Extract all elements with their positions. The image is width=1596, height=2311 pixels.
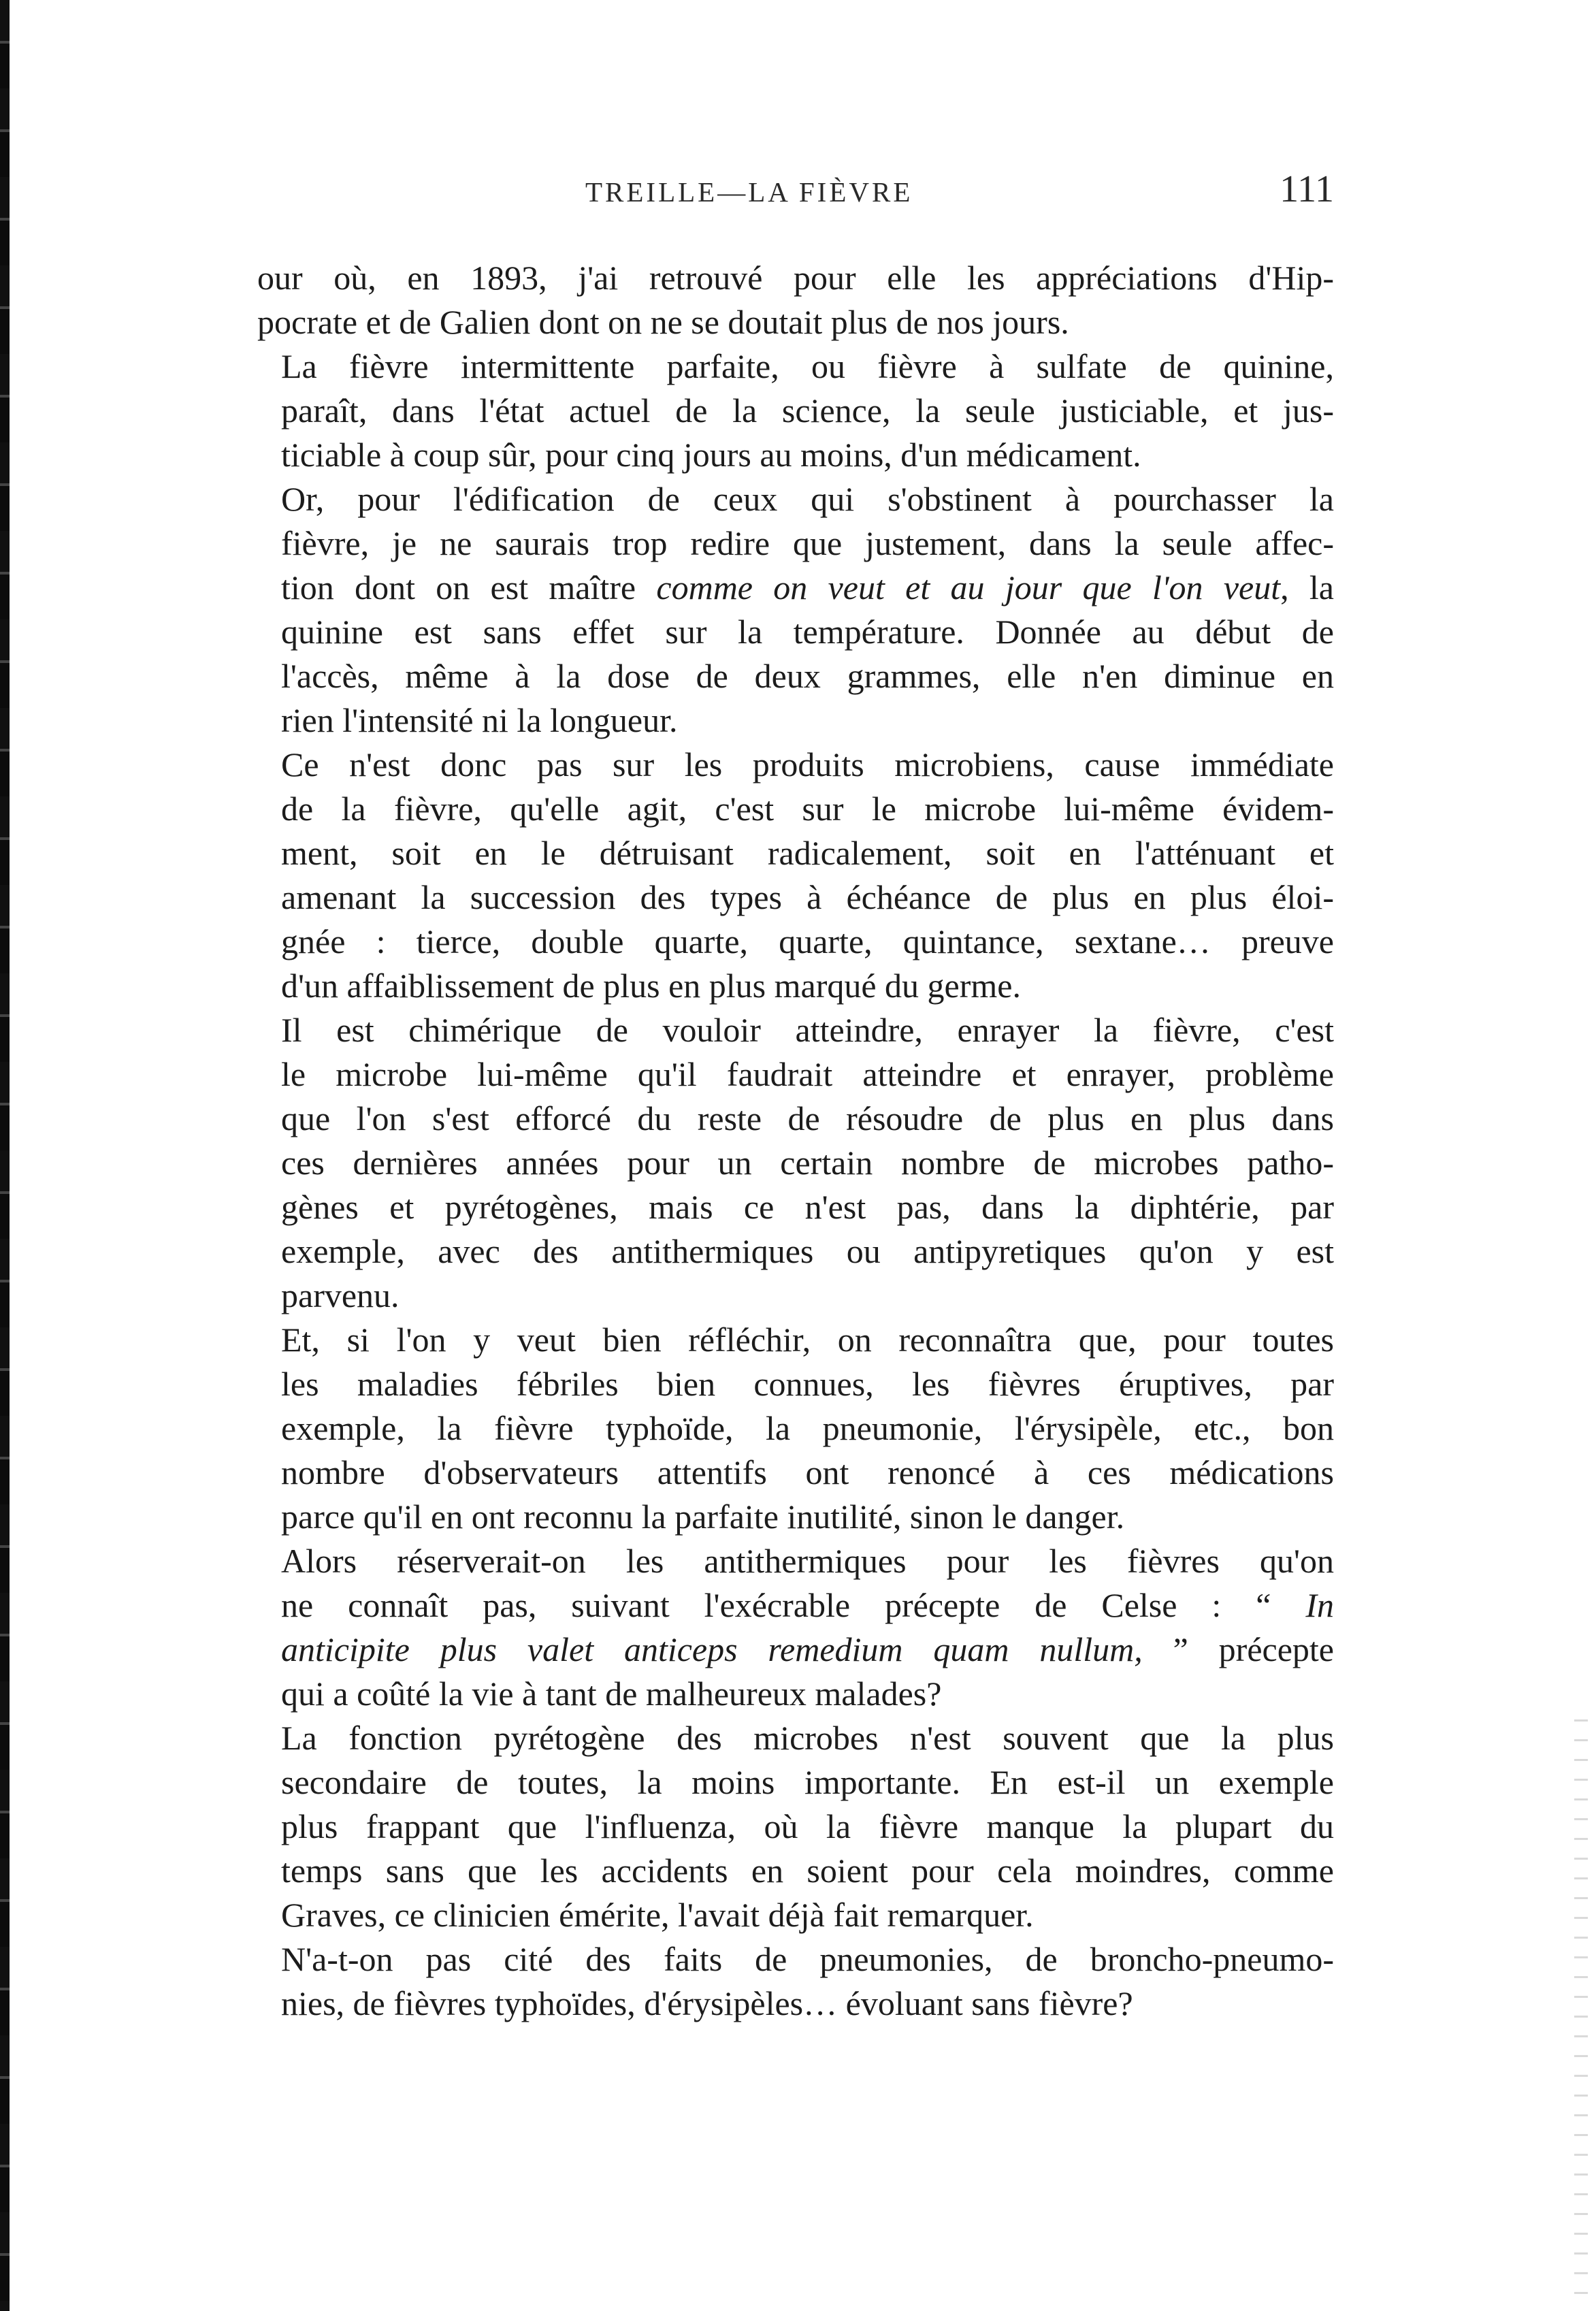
text-line: secondaire de toutes, la moins importante. En est-il un exemple	[281, 1763, 1334, 1801]
text-line: pocrate et de Galien dont on ne se doutait plus de nos jours.	[257, 303, 1069, 341]
text-line: fièvre, je ne saurais trop redire que justement, dans la seule affec-	[281, 524, 1334, 562]
text-line: paraît, dans l'état actuel de la science, la seule justiciable, et jus-	[281, 391, 1334, 430]
text-line: rien l'intensité ni la longueur.	[281, 701, 678, 739]
text-line: exemple, avec des antithermiques ou antipyretiques qu'on y est	[281, 1232, 1334, 1270]
text-line-italic-mix	[244, 566, 1334, 610]
text-line: qui a coûté la vie à tant de malheureux malades?	[281, 1675, 942, 1713]
latin-quote: anticipite plus valet anticeps remedium quam nullum,	[281, 1630, 1143, 1668]
text-line: nombre d'observateurs attentifs ont renoncé à ces médications	[281, 1453, 1334, 1491]
text-line: exemple, la fièvre typhoïde, la pneumonie, l'érysipèle, etc., bon	[281, 1409, 1334, 1447]
body-text	[244, 256, 1334, 2026]
text-segment: ” précepte	[1142, 1630, 1334, 1668]
text-line: l'accès, même à la dose de deux grammes, elle n'en diminue en	[281, 657, 1334, 695]
text-line: quinine est sans effet sur la température. Donnée au début de	[281, 613, 1334, 651]
italic-phrase: comme on veut et au jour que l'on veut	[656, 568, 1281, 607]
text-line: plus frappant que l'influenza, où la fièvre manque la plupart du	[281, 1807, 1334, 1845]
paragraph-4	[244, 743, 1334, 1008]
text-line: Et, si l'on y veut bien réfléchir, on reconnaîtra que, pour toutes	[281, 1321, 1334, 1359]
page-number: 111	[1280, 168, 1334, 210]
text-line: de la fièvre, qu'elle agit, c'est sur le microbe lui-même évidem-	[281, 790, 1334, 828]
running-head: TREILLE—LA FIÈVRE	[585, 176, 913, 208]
paragraph-7	[244, 1539, 1334, 1716]
text-line: Alors réserverait-on les antithermiques pour les fièvres qu'on	[281, 1542, 1334, 1580]
text-line: Or, pour l'édification de ceux qui s'obstinent à pourchasser la	[281, 480, 1334, 518]
text-line: Il est chimérique de vouloir atteindre, enrayer la fièvre, c'est	[281, 1011, 1334, 1049]
text-line: Graves, ce clinicien émérite, l'avait déjà fait remarquer.	[281, 1896, 1034, 1934]
text-line: our où, en 1893, j'ai retrouvé pour elle les appréciations d'Hip-	[257, 259, 1334, 297]
scan-speckles	[1574, 1702, 1588, 2301]
latin-quote: In	[1305, 1586, 1334, 1624]
text-line: N'a-t-on pas cité des faits de pneumonies, de broncho-pneumo-	[281, 1940, 1334, 1978]
paragraph-2	[244, 344, 1334, 477]
paragraph-5	[244, 1008, 1334, 1318]
paragraph-1	[244, 256, 1334, 344]
text-line: les maladies fébriles bien connues, les fièvres éruptives, par	[281, 1365, 1334, 1403]
text-line-quote-start	[244, 1583, 1334, 1628]
text-segment: ne connaît pas, suivant l'exécrable précepte de Celse : “	[281, 1586, 1306, 1624]
paragraph-6	[244, 1318, 1334, 1539]
book-binding-edge	[0, 0, 10, 2311]
text-line: Ce n'est donc pas sur les produits microbiens, cause immédiate	[281, 745, 1334, 783]
text-line: gnée : tierce, double quarte, quarte, quintance, sextane… preuve	[281, 922, 1334, 960]
paragraph-9	[244, 1937, 1334, 2026]
text-line: gènes et pyrétogènes, mais ce n'est pas, dans la diphtérie, par	[281, 1188, 1334, 1226]
text-line: le microbe lui-même qu'il faudrait atteindre et enrayer, problème	[281, 1055, 1334, 1093]
text-line: amenant la succession des types à échéance de plus en plus éloi-	[281, 878, 1334, 916]
paragraph-3	[244, 477, 1334, 743]
text-line: ticiable à coup sûr, pour cinq jours au moins, d'un médicament.	[281, 436, 1141, 474]
text-line: parce qu'il en ont reconnu la parfaite inutilité, sinon le danger.	[281, 1498, 1125, 1536]
text-segment: , la	[1280, 568, 1334, 607]
text-line: nies, de fièvres typhoïdes, d'érysipèles… évoluant sans fièvre?	[281, 1984, 1133, 2022]
text-line: parvenu.	[281, 1276, 400, 1314]
text-line: temps sans que les accidents en soient pour cela moindres, comme	[281, 1852, 1334, 1890]
text-line: La fonction pyrétogène des microbes n'est souvent que la plus	[281, 1719, 1334, 1757]
text-line: ment, soit en le détruisant radicalement, soit en l'atténuant et	[281, 834, 1334, 872]
text-line: ces dernières années pour un certain nombre de microbes patho-	[281, 1144, 1334, 1182]
text-line: que l'on s'est efforcé du reste de résoudre de plus en plus dans	[281, 1099, 1334, 1137]
text-line: La fièvre intermittente parfaite, ou fièvre à sulfate de quinine,	[281, 347, 1334, 385]
text-line-quote-end	[244, 1628, 1334, 1672]
paragraph-8	[244, 1716, 1334, 1937]
text-line: d'un affaiblissement de plus en plus marqué du germe.	[281, 967, 1021, 1005]
page-header	[245, 163, 1334, 218]
text-segment: tion dont on est maître	[281, 568, 657, 607]
